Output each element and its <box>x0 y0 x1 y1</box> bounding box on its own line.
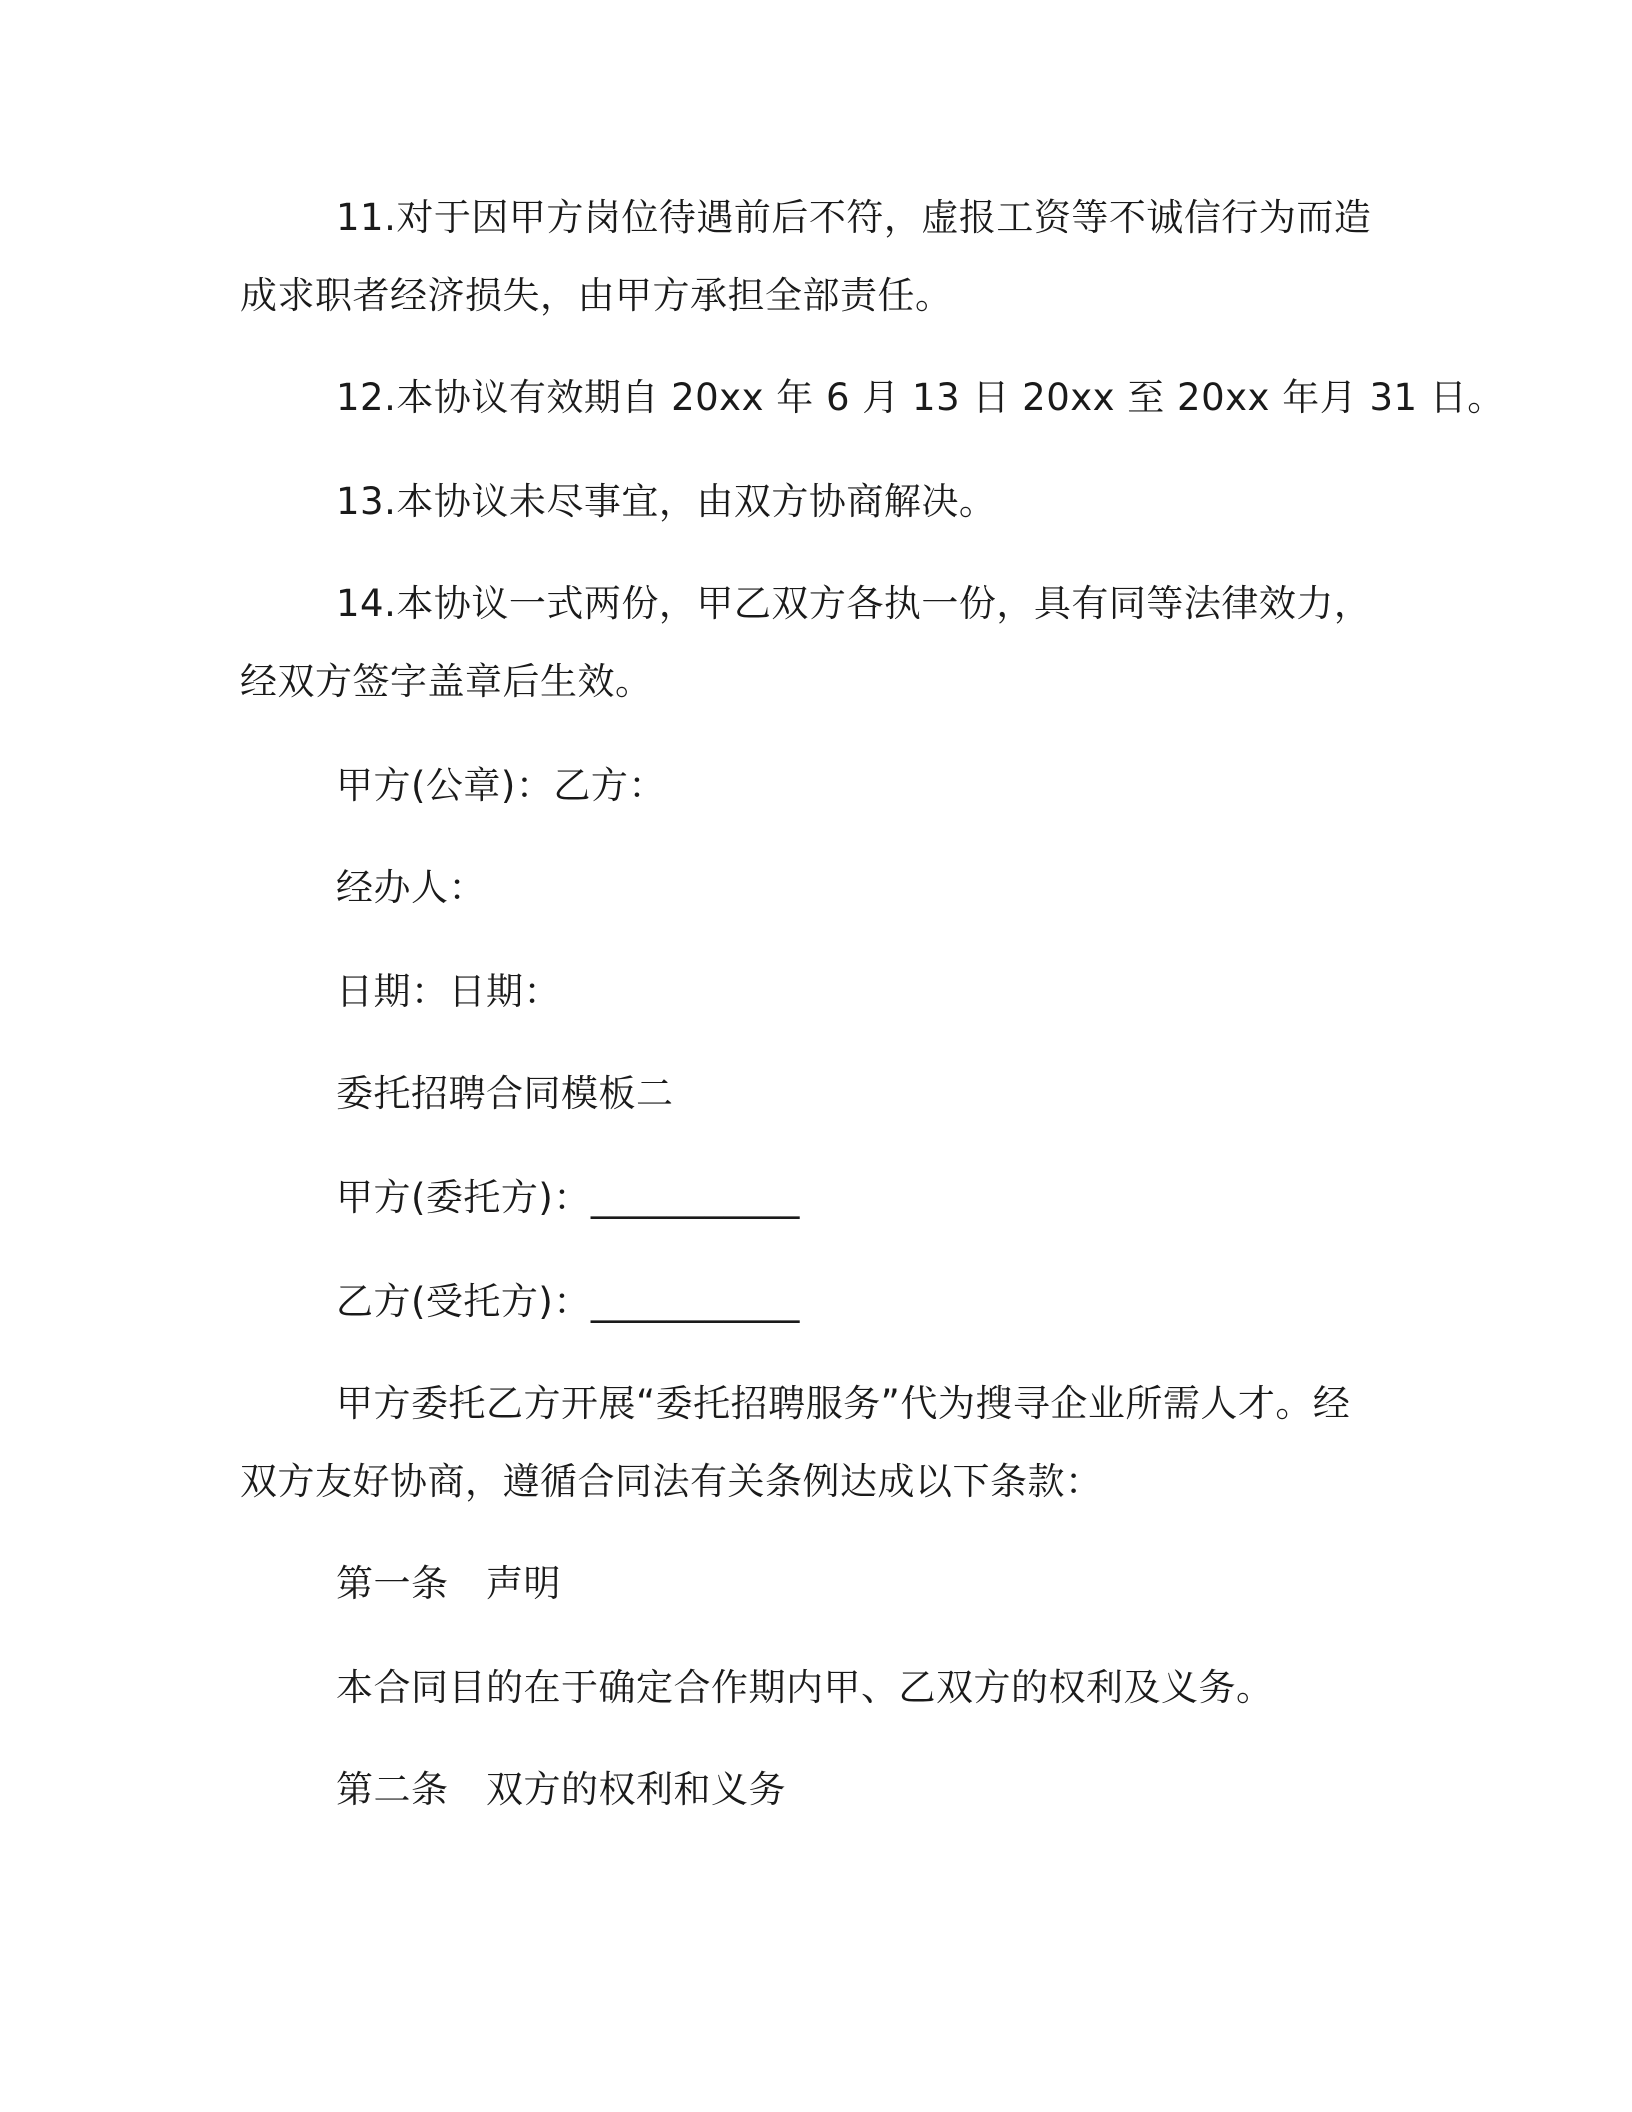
party-b-agent-line: 乙方(受托方)：___________ <box>336 1280 800 1323</box>
intro-paragraph-line-2: 双方友好协商，遵循合同法有关条例达成以下条款： <box>240 1460 1103 1503</box>
article-one-text: 本合同目的在于确定合作期内甲、乙双方的权利及义务。 <box>336 1666 1274 1709</box>
party-a-client-line: 甲方(委托方)：___________ <box>336 1176 800 1219</box>
intro-paragraph-line-1: 甲方委托乙方开展“委托招聘服务”代为搜寻企业所需人才。经 <box>336 1382 1351 1425</box>
handler-line: 经办人： <box>336 866 486 909</box>
clause-11-line-2: 成求职者经济损失，由甲方承担全部责任。 <box>240 274 953 317</box>
date-line: 日期：日期： <box>336 970 561 1013</box>
template-two-title: 委托招聘合同模板二 <box>336 1072 674 1115</box>
clause-11-line-1: 11.对于因甲方岗位待遇前后不符，虚报工资等不诚信行为而造 <box>336 196 1372 239</box>
clause-14-line-1: 14.本协议一式两份，甲乙双方各执一份，具有同等法律效力， <box>336 582 1372 625</box>
clause-13: 13.本协议未尽事宜，由双方协商解决。 <box>336 480 997 523</box>
party-a-seal-line: 甲方(公章)：乙方： <box>336 764 666 807</box>
clause-14-line-2: 经双方签字盖章后生效。 <box>240 660 653 703</box>
clause-12: 12.本协议有效期自 20xx 年 6 月 13 日 20xx 至 20xx 年月 31 日。 <box>336 376 1505 419</box>
article-two-heading: 第二条 双方的权利和义务 <box>336 1768 786 1811</box>
article-one-heading: 第一条 声明 <box>336 1562 561 1605</box>
